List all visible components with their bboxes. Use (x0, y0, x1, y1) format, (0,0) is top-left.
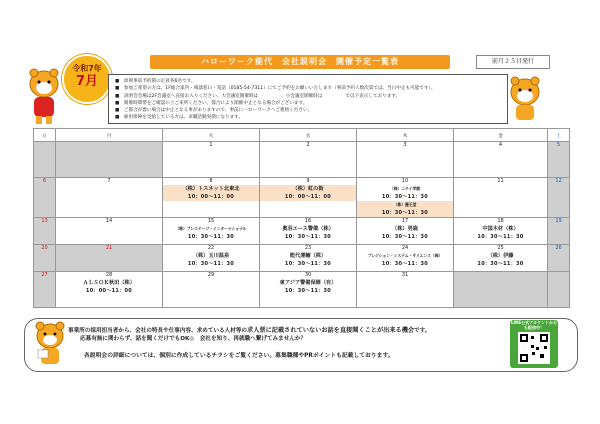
calendar-day (548, 178, 570, 218)
event-entry[interactable] (260, 252, 356, 268)
event-time: 10：30～11：30 (381, 210, 429, 216)
weekday-fri: 金 (454, 129, 548, 142)
day-number: 22 (207, 245, 215, 251)
event-company: 奥羽エース警備（株） (282, 226, 334, 232)
event-entry[interactable] (163, 252, 259, 268)
day-number: 26 (555, 245, 562, 251)
day-number: 15 (207, 218, 215, 224)
day-number: 12 (555, 178, 562, 184)
weekday-wed: 水 (260, 129, 357, 142)
calendar-day (454, 178, 548, 218)
day-number: 2 (306, 142, 310, 148)
event-company: （株）玉川温泉 (192, 253, 230, 259)
day-number: 5 (556, 142, 561, 148)
event-time: 10：00～11：00 (284, 194, 332, 200)
day-number: 24 (401, 245, 409, 251)
weekday-thu: 木 (357, 129, 454, 142)
note-line: ■ 説明会会場は2F会議室へ直接お入りください。大会議室開催時は 、小会議室開催時は で以下表示しております。 (115, 93, 401, 99)
event-time: 10：30～11：30 (284, 261, 332, 267)
day-number: 11 (497, 178, 504, 184)
calendar-day (34, 245, 56, 272)
footer-line3: 各説明会の詳細については、個別に作成しているチラシをご覧ください。募集職種やPRポイントも記載しております。 (84, 353, 394, 359)
calendar-day (357, 245, 454, 272)
event-company: ＡＬＳＯＫ秋田（株） (83, 280, 135, 286)
page-title: ハローワーク能代 会社説明会 開催予定一覧表 (150, 55, 450, 69)
qr-code-icon (518, 332, 550, 364)
calendar-day (56, 218, 163, 245)
day-number: 29 (207, 272, 215, 278)
event-company: （株）ニチイ学館 (389, 186, 421, 191)
mascot-left-icon (22, 66, 66, 126)
day-number: 10 (401, 178, 409, 184)
calendar-week (34, 272, 570, 308)
calendar-day (260, 272, 357, 308)
note-line: ■ ご都合が悪い場合は中止となる事がありますので、事前にハローワークへご連絡ください。 (115, 108, 313, 114)
event-company: 能代運輸（株） (289, 253, 327, 259)
day-number: 30 (304, 272, 312, 278)
calendar-day (454, 272, 548, 308)
weekday-sun: 日 (34, 129, 56, 142)
event-company: プレジション・システム・サイエンス（株） (367, 253, 443, 258)
event-time: 10：30～11：30 (477, 234, 524, 240)
event-entry[interactable] (163, 225, 259, 241)
calendar-day (56, 245, 163, 272)
day-number: 3 (403, 142, 407, 148)
event-entry[interactable] (163, 185, 259, 201)
calendar-day (357, 142, 454, 178)
day-number: 7 (107, 178, 111, 184)
day-number (56, 142, 162, 149)
calendar-day (548, 272, 570, 308)
event-company: （株）トスネット北東北 (182, 186, 240, 192)
calendar-day (260, 142, 357, 178)
calendar-day (357, 218, 454, 245)
event-time: 10：00～11：00 (187, 194, 235, 200)
calendar-day (357, 178, 454, 218)
event-entry[interactable] (357, 252, 453, 268)
calendar-day (34, 218, 56, 245)
day-number: 18 (497, 218, 504, 224)
day-number: 8 (209, 178, 213, 184)
event-time: 10：30～11：30 (477, 261, 524, 267)
event-company: 中国木材（株） (482, 226, 519, 232)
calendar-day (163, 245, 260, 272)
event-time: 10：30～11：30 (284, 234, 332, 240)
day-number: 20 (41, 245, 48, 251)
notes-box (108, 74, 508, 124)
event-time: 10：30～11：30 (381, 261, 429, 267)
calendar-day (56, 178, 163, 218)
mascot-bottom-icon (30, 320, 70, 368)
note-line: ■ 開催時間帯をご確認の上ご来所ください。都合により開催中止となる場合がございます。 (115, 100, 308, 106)
calendar-day (34, 272, 56, 308)
line-badge-text: LINE公式アカウントからも配信中！ (510, 320, 558, 330)
calendar-day (260, 218, 357, 245)
calendar-day (454, 218, 548, 245)
day-number: 23 (304, 245, 312, 251)
event-entry[interactable] (260, 225, 356, 241)
calendar-day (357, 272, 454, 308)
calendar-week (34, 178, 570, 218)
day-number: 28 (105, 272, 113, 278)
weekday-header (34, 129, 570, 142)
calendar-day (163, 218, 260, 245)
calendar-table (33, 128, 570, 308)
day-number: 31 (401, 272, 409, 278)
weekday-sat: 土 (548, 129, 570, 142)
calendar-day (548, 218, 570, 245)
weekday-tue: 火 (163, 129, 260, 142)
day-number: 14 (105, 218, 113, 224)
footer-line1-c: です。 (414, 328, 431, 334)
event-time: 10：30～11：30 (381, 194, 429, 200)
event-time: 10：00～11：00 (85, 288, 133, 294)
day-number: 17 (401, 218, 409, 224)
event-entry[interactable] (357, 225, 453, 241)
calendar-day (163, 272, 260, 308)
day-number: 9 (306, 178, 310, 184)
day-number: 6 (42, 178, 47, 184)
calendar-day (260, 245, 357, 272)
calendar-day (163, 178, 260, 218)
day-number: 1 (209, 142, 213, 148)
calendar-day (34, 142, 56, 178)
calendar-day (34, 178, 56, 218)
event-company: 東アジア警備保障（有） (279, 280, 337, 286)
badge-year: 令和7年 (72, 64, 102, 73)
issued-label: 前月２５日発行 (476, 55, 550, 69)
event-company: （株）藤王堂 (393, 202, 417, 207)
event-company: （株）虹の街 (292, 186, 324, 192)
event-time: 10：30～11：30 (381, 234, 429, 240)
event-time: 10：30～11：30 (187, 261, 235, 267)
calendar-day (454, 142, 548, 178)
day-number: 4 (498, 142, 503, 148)
calendar-week (34, 218, 570, 245)
day-number: 27 (41, 272, 48, 278)
calendar-week (34, 245, 570, 272)
calendar-day (56, 272, 163, 308)
event-company: （株）伊藤 (487, 253, 514, 259)
event-entry[interactable] (260, 279, 356, 295)
day-number: 25 (497, 245, 504, 251)
event-entry[interactable] (357, 185, 453, 201)
footer-line2: 応募有無に関わらず、話を聞くだけでもOK◎ 会社を知り、再就職へ繋げてみませんか？ (80, 336, 307, 342)
day-number (34, 142, 55, 149)
calendar-day (454, 245, 548, 272)
month-badge (62, 54, 112, 104)
day-number: 16 (304, 218, 312, 224)
day-number (454, 272, 547, 279)
event-time: 10：30～11：30 (284, 288, 332, 294)
weekday-mon: 月 (56, 129, 163, 142)
calendar-day (260, 178, 357, 218)
note-line: ■ 参加ご希望の方は、1F総合案内・相談窓口・電話（0185-54-7311）にてご予約をお願いいたします（事前予約人数次第では、当日中止も可能です）。 (115, 86, 436, 92)
badge-month: 7月 (75, 74, 99, 89)
calendar-week (34, 142, 570, 178)
event-time: 10：30～11：30 (187, 234, 235, 240)
footer-line1-b: 求人票に記載されていないお話を直接聞くことが出来る機会 (247, 327, 415, 334)
event-entry[interactable] (454, 225, 547, 241)
calendar-day (548, 245, 570, 272)
calendar-day (163, 142, 260, 178)
day-number: 19 (555, 218, 562, 224)
event-entry[interactable] (56, 279, 162, 295)
note-line: ■ 雇用保険を受給している方は、求職活動実績になります。 (115, 115, 244, 121)
event-entry[interactable] (454, 252, 547, 268)
note-line: ■ 原則事前予約制の定員各6名です。 (115, 79, 196, 84)
day-number: 21 (105, 245, 113, 251)
event-entry[interactable] (260, 185, 356, 201)
day-number: 13 (41, 218, 48, 224)
footer-line1-a: 事業所の採用担当者から、会社の特長や仕事内容、求めている人材等の (68, 328, 248, 334)
footer-line1 (68, 325, 430, 334)
mascot-right-icon (506, 72, 544, 122)
day-number (548, 272, 569, 279)
event-company: （株）プレステージ・インターナショナル (175, 226, 247, 231)
calendar-day (548, 142, 570, 178)
event-company: （株）男鹿 (392, 226, 418, 232)
calendar-day (56, 142, 163, 178)
event-entry[interactable] (357, 201, 453, 217)
